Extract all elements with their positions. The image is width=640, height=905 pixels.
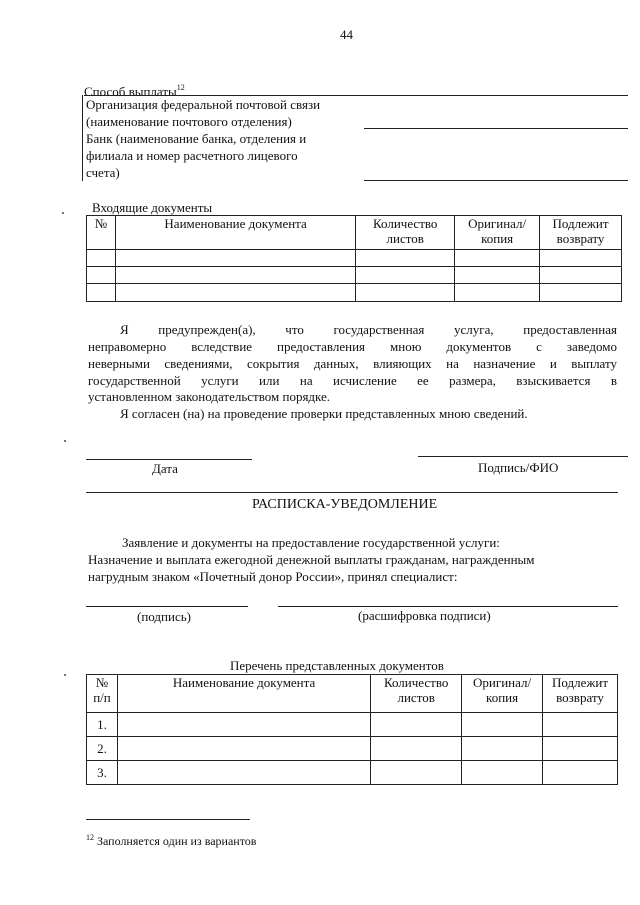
receipt-line1: Заявление и документы на предоставление государственной услуги: [122, 535, 500, 550]
incoming-docs-title: Входящие документы [92, 200, 213, 215]
bank-field[interactable] [364, 180, 628, 181]
table-row [87, 250, 622, 267]
post-office-line2: (наименование почтового отделения) [86, 114, 292, 129]
date-label: Дата [152, 461, 178, 476]
page-number: 44 [340, 27, 353, 42]
consent-text: Я согласен (на) на проведение проверки представленных мною сведений. [120, 406, 528, 421]
docs-list-title: Перечень представленных документов [230, 658, 444, 673]
col-header-original: Оригинал/ копия [455, 216, 540, 250]
date-field[interactable] [86, 459, 252, 460]
scan-dot [62, 212, 64, 214]
col-header-count: Количество листов [356, 216, 455, 250]
col-header-name: Наименование документа [117, 675, 370, 713]
footnote-separator [86, 819, 250, 820]
bank-line1: Банк (наименование банка, отделения и [86, 131, 307, 146]
table-row [87, 284, 622, 302]
receipt-decode-label: (расшифровка подписи) [358, 608, 491, 623]
receipt-line3: нагрудным знаком «Почетный донор России», принял специалист: [88, 569, 458, 584]
col-header-num: № [87, 216, 116, 250]
table-header-row [87, 675, 618, 713]
docs-list-table [86, 674, 618, 785]
payment-method-line [84, 95, 628, 96]
col-header-name: Наименование документа [115, 216, 355, 250]
table-header-row [87, 216, 622, 250]
scan-dot [64, 440, 66, 442]
incoming-docs-table [86, 215, 622, 302]
footnote [86, 830, 256, 849]
receipt-signature-label: (подпись) [137, 609, 191, 624]
receipt-decode-field[interactable] [278, 606, 618, 607]
signature-field[interactable] [418, 456, 628, 457]
col-header-original: Оригинал/ копия [462, 675, 543, 713]
signature-label: Подпись/ФИО [478, 460, 559, 475]
footnote-mark: 12 [86, 833, 94, 842]
row-number: 1. [87, 713, 118, 737]
col-header-num: № п/п [87, 675, 118, 713]
footnote-text: Заполняется один из вариантов [97, 834, 257, 848]
warning-line2: неправомерно вследствие предоставления мною документов с заведомо [88, 339, 617, 354]
warning-line1: Я предупрежден(а), что государственная услуга, предоставленная [120, 322, 617, 337]
footnote-ref: 12 [176, 83, 185, 92]
col-header-return: Подлежит возврату [543, 675, 618, 713]
warning-line5: установленном законодательством порядке. [88, 389, 331, 404]
receipt-title: РАСПИСКА-УВЕДОМЛЕНИЕ [252, 497, 438, 512]
payment-method-text: Способ выплаты [84, 84, 177, 99]
row-number: 3. [87, 761, 118, 785]
table-row [87, 713, 618, 737]
receipt-signature-field[interactable] [86, 606, 248, 607]
bank-line2: филиала и номер расчетного лицевого [86, 148, 298, 163]
receipt-line2: Назначение и выплата ежегодной денежной выплаты гражданам, награжденным [88, 552, 535, 567]
scan-dot [64, 674, 66, 676]
col-header-return: Подлежит возврату [540, 216, 622, 250]
post-office-line1: Организация федеральной почтовой связи [86, 97, 321, 112]
separator-line [86, 492, 618, 493]
payment-left-rule [82, 95, 83, 181]
warning-line4: государственной услуги или на исчисление ее размера, взыскивается в [88, 373, 617, 388]
table-row [87, 267, 622, 284]
col-header-count: Количество листов [371, 675, 462, 713]
warning-line3: неверными сведениями, сокрытия данных, влияющих на назначение и выплату [88, 356, 617, 371]
bank-line3: счета) [86, 165, 120, 180]
table-row [87, 761, 618, 785]
row-number: 2. [87, 737, 118, 761]
table-row [87, 737, 618, 761]
post-office-field[interactable] [364, 128, 628, 129]
